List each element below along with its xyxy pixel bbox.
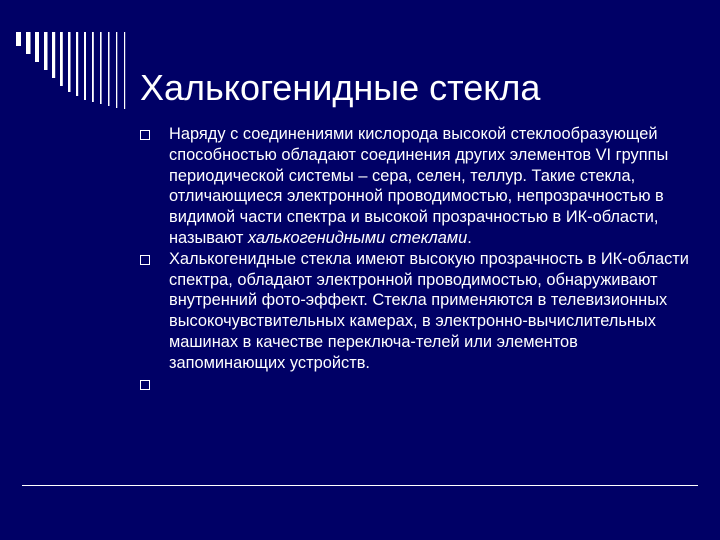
square-outline-bullet-icon bbox=[140, 130, 150, 140]
list-item bbox=[140, 124, 695, 249]
decorative-stripes bbox=[0, 0, 160, 110]
list-item bbox=[140, 374, 695, 400]
bullet-emphasis: халькогенидными стеклами bbox=[247, 228, 468, 247]
slide-title: Халькогенидные стекла bbox=[140, 67, 541, 108]
bullet-text: Наряду с соединениями кислорода высокой стеклообразующей способностью обладают соединения других элементов VI группы периодической системы – сера, селен, теллур. Такие стекла, отличающиеся электронной проводимостью, непрозрачностью в видимой части спектра и высокой прозрачностью в ИК-области, называют bbox=[169, 125, 669, 247]
bullet-text-end: . bbox=[467, 228, 472, 247]
list-item bbox=[140, 249, 695, 374]
bullet-list bbox=[140, 124, 695, 400]
footer-divider bbox=[22, 485, 698, 486]
square-outline-bullet-icon bbox=[140, 255, 150, 265]
square-outline-bullet-icon bbox=[140, 380, 150, 390]
bullet-text: Халькогенидные стекла имеют высокую прозрачность в ИК-области спектра, обладают электронной проводимостью, обнаруживают внутренний фото-эффект. Стекла применяются в телевизионных высокочувствительных камерах, в электронно-вычислительных машинах в качестве переключа-телей или элементов запоминающих устройств. bbox=[169, 249, 689, 372]
